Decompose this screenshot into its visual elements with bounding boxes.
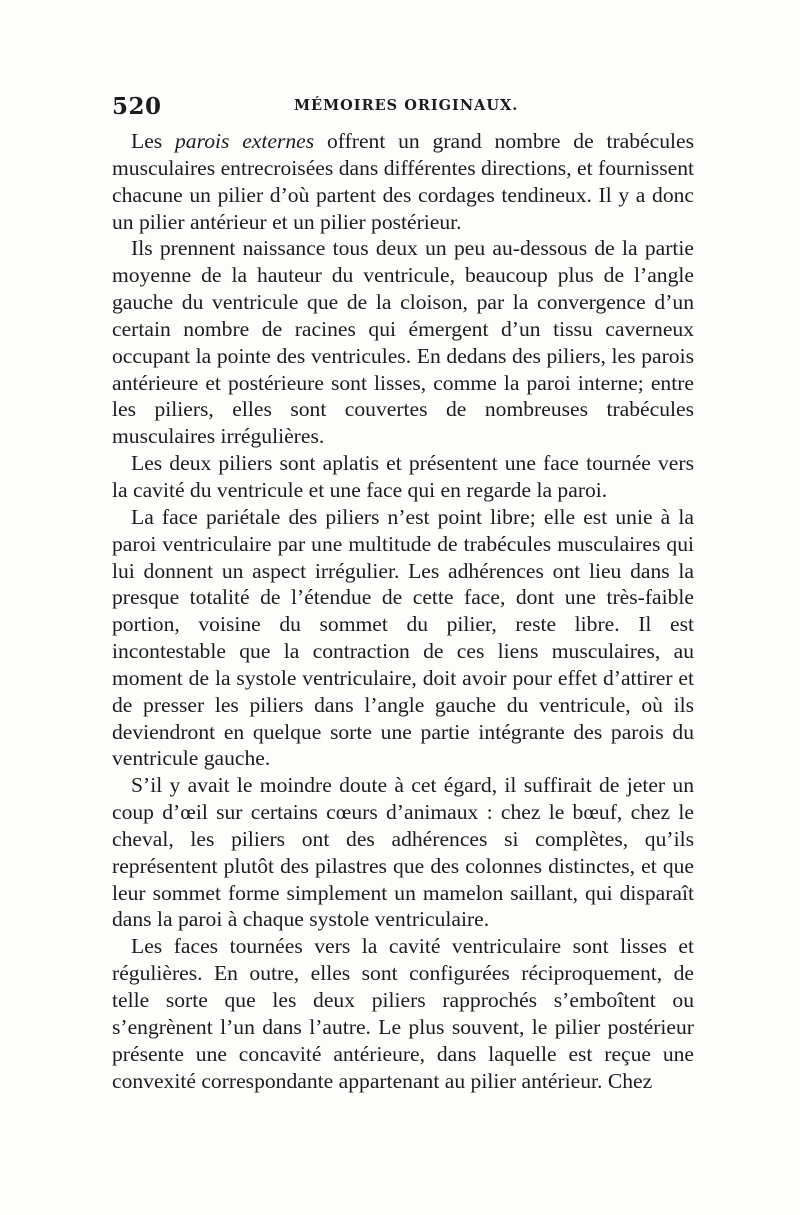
paragraph-faces-tournees: Les faces tournées vers la cavité ventriculaire sont lisses et régulières. En outre, elles sont configurées réciproquement, de telle sorte que les deux piliers rapprochés s’emboîtent ou s’engrènent l’un dans l’autre. Le plus souvent, le pilier postérieur présente une concavité antérieure, dans laquelle est reçue une convexité correspondante appartenant au pilier antérieur. Chez bbox=[112, 934, 694, 1093]
page-header bbox=[112, 93, 692, 123]
page-number: 520 bbox=[112, 93, 162, 120]
paragraph-aplatis: Les deux piliers sont aplatis et présentent une face tournée vers la cavité du ventricule et une face qui en regarde la paroi. bbox=[112, 451, 694, 502]
paragraph-face-parietale: La face pariétale des piliers n’est point libre; elle est unie à la paroi ventriculaire par une multitude de trabécules musculaires qui lui donnent un aspect irrégulier. Les adhérences ont lieu dans la presque totalité de l’étendue de cette face, dont une très-faible portion, voisine du sommet du pilier, reste libre. Il est incontestable que la contraction de ces liens musculaires, au moment de la systole ventriculaire, doit avoir pour effet d’attirer et de presser les piliers dans l’angle gauche du ventricule, où ils deviendront en quelque sorte une partie intégrante des parois du ventricule gauche. bbox=[112, 504, 694, 771]
paragraph-text: Les bbox=[131, 129, 175, 153]
paragraph-naissance: Ils prennent naissance tous deux un peu au-dessous de la partie moyenne de la hauteur du ventricule, beaucoup plus de l’angle gauche du ventricule que de la cloison, par la convergence d’un certain nombre de racines qui émergent d’un tissu caverneux occupant la pointe des ventricules. En dedans des piliers, les parois antérieure et postérieure sont lisses, comme la paroi interne; entre les piliers, elles sont couvertes de nombreuses trabécules musculaires irrégulières. bbox=[112, 236, 694, 449]
paragraph-parois-externes bbox=[112, 128, 694, 235]
body-text bbox=[112, 128, 694, 1094]
running-title: MÉMOIRES ORIGINAUX. bbox=[294, 97, 519, 114]
paragraph-doute: S’il y avait le moindre doute à cet égard, il suffirait de jeter un coup d’œil sur certains cœurs d’animaux : chez le bœuf, chez le cheval, les piliers ont des adhérences si complètes, qu’ils représentent plutôt des pilastres que des colonnes distinctes, et que leur sommet forme simplement un mamelon saillant, qui disparaît dans la paroi à chaque systole ventriculaire. bbox=[112, 773, 694, 932]
paragraph-text: offrent un grand nombre de trabécules musculaires entrecroisées dans différentes directions, et fournissent chacune un pilier d’où partent des cordages tendineux. Il y a donc un pilier antérieur et un pilier postérieur. bbox=[112, 129, 695, 234]
italic-term: parois externes bbox=[175, 129, 315, 153]
